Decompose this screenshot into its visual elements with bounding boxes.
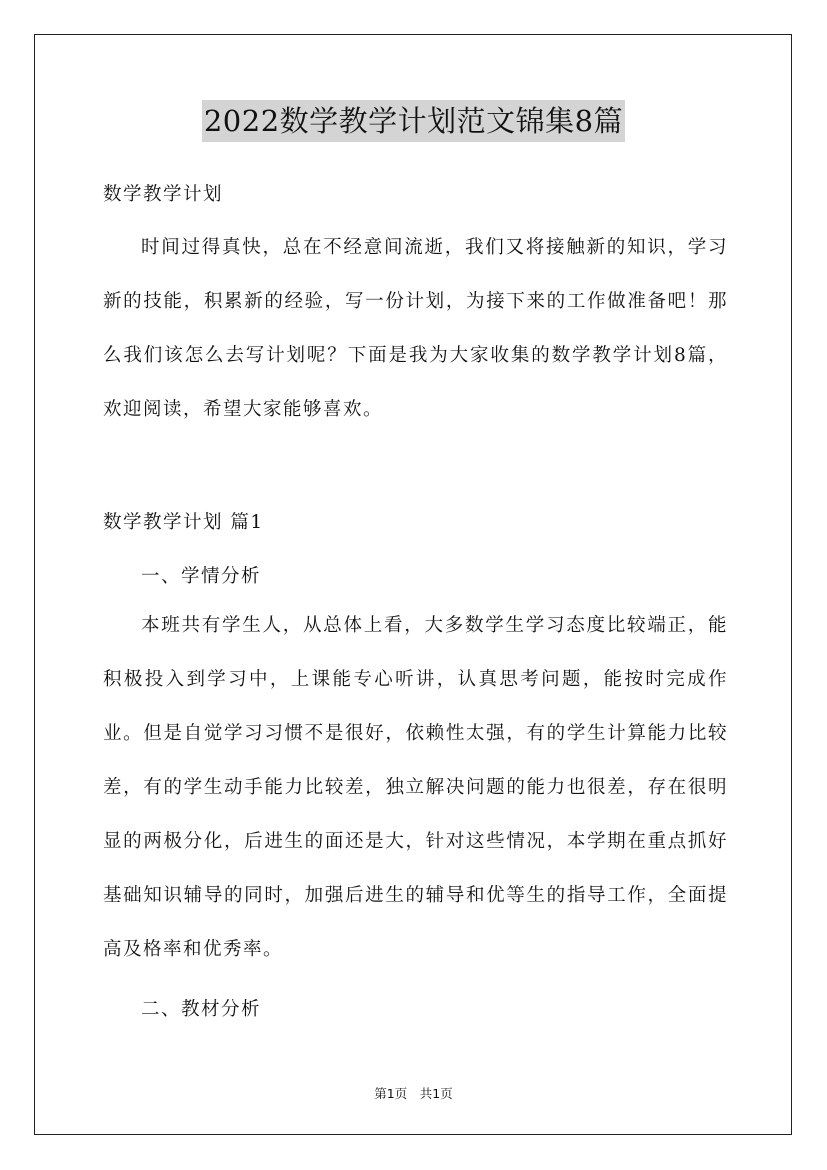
- title-container: [0, 100, 827, 142]
- subheading-student-analysis: 一、学情分析: [141, 566, 262, 587]
- page-footer: 第1页 共1页: [374, 1086, 453, 1101]
- document-title: 2022数学教学计划范文锦集8篇: [202, 100, 625, 142]
- section-heading: 数学教学计划: [103, 184, 224, 205]
- subheading-textbook-analysis: 二、教材分析: [141, 999, 262, 1020]
- part-heading: 数学教学计划 篇1: [103, 512, 264, 533]
- body-paragraph: 本班共有学生人，从总体上看，大多数学生学习态度比较端正，能积极投入到学习中，上课能专心听讲，认真思考问题，能按时完成作业。但是自觉学习习惯不是很好，依赖性太强，有的学生计算能力比较差，有的学生动手能力比较差，独立解决问题的能力也很差，存在很明显的两极分化，后进生的面还是大，针对这些情况，本学期在重点抓好基础知识辅导的同时，加强后进生的辅导和优等生的指导工作，全面提高及格率和优秀率。: [103, 615, 728, 960]
- intro-paragraph: 时间过得真快，总在不经意间流逝，我们又将接触新的知识，学习新的技能，积累新的经验，写一份计划，为接下来的工作做准备吧！那么我们该怎么去写计划呢？下面是我为大家收集的数学教学计划8篇，欢迎阅读，希望大家能够喜欢。: [103, 237, 728, 420]
